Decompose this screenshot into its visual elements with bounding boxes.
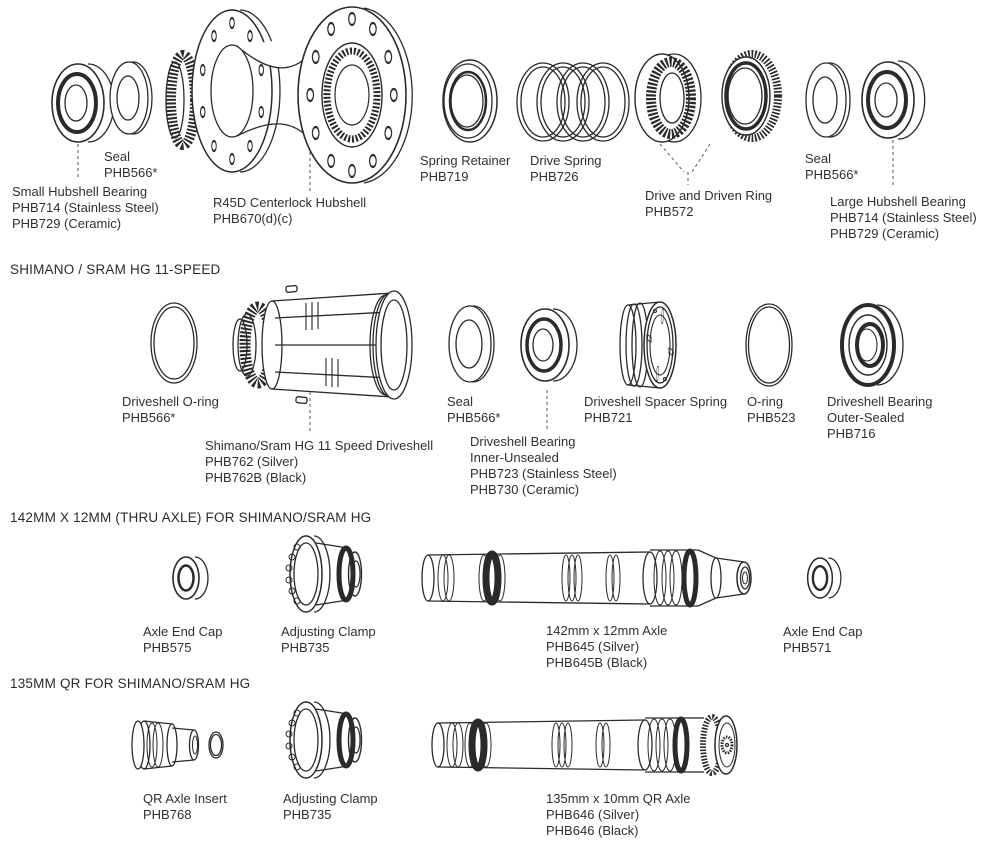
label-r45d-hubshell: R45D Centerlock Hubshell PHB670(d)(c) (213, 195, 367, 226)
label-qr-axle-insert: QR Axle Insert PHB768 (143, 791, 227, 822)
section-title-driveshell: SHIMANO / SRAM HG 11-SPEED (10, 262, 221, 277)
label-large-hubshell-bearing: Large Hubshell Bearing PHB714 (Stainless Steel) PHB729 (Ceramic) (830, 194, 977, 241)
label-qr-axle: 135mm x 10mm QR Axle PHB646 (Silver) PHB646 (Black) (546, 791, 691, 838)
label-driveshell-oring: Driveshell O-ring PHB566* (122, 394, 219, 425)
hubshell-drawing (166, 7, 412, 183)
label-bearing-inner: Driveshell Bearing Inner-Unsealed PHB723 (Stainless Steel) PHB730 (Ceramic) (470, 434, 617, 497)
qr-axle-insert-drawing (132, 721, 223, 769)
label-adjusting-clamp-2: Adjusting Clamp PHB735 (283, 791, 378, 822)
drive-spring-drawing (517, 63, 629, 141)
label-oring: O-ring PHB523 (747, 394, 796, 425)
label-axle-142: 142mm x 12mm Axle PHB645 (Silver) PHB645B (Black) (546, 623, 668, 670)
label-axle-end-cap-right: Axle End Cap PHB571 (783, 624, 863, 655)
adjusting-clamp-1-drawing (286, 536, 362, 612)
large-hubshell-bearing-drawing (862, 61, 925, 139)
drive-ring-drawing (635, 54, 701, 142)
oring-drawing (746, 304, 792, 386)
label-seal-left: Seal PHB566* (104, 149, 158, 180)
seal2-drawing (449, 306, 494, 382)
label-axle-end-cap-left: Axle End Cap PHB575 (143, 624, 223, 655)
label-spring-retainer: Spring Retainer PHB719 (420, 153, 511, 184)
label-bearing-outer: Driveshell Bearing Outer-Sealed PHB716 (827, 394, 933, 441)
label-drive-spring: Drive Spring PHB726 (530, 153, 602, 184)
small-hubshell-bearing-drawing (52, 64, 114, 142)
axle-end-cap-left-drawing (173, 557, 208, 599)
section-title-qr: 135MM QR FOR SHIMANO/SRAM HG (10, 676, 251, 691)
label-seal-right: Seal PHB566* (805, 151, 859, 182)
bearing-inner-drawing (521, 309, 577, 381)
adjusting-clamp-2-drawing (286, 702, 362, 778)
bearing-outer-drawing (842, 305, 903, 385)
label-seal-2: Seal PHB566* (447, 394, 501, 425)
label-driveshell-body: Shimano/Sram HG 11 Speed Driveshell PHB762 (Silver) PHB762B (Black) (205, 438, 434, 485)
spacer-spring-drawing (620, 302, 676, 388)
seal-left-drawing (110, 62, 152, 134)
label-small-hubshell-bearing: Small Hubshell Bearing PHB714 (Stainless Steel) PHB729 (Ceramic) (12, 184, 159, 231)
axle-end-cap-right-drawing (808, 558, 841, 598)
driveshell-oring-drawing (151, 303, 197, 383)
label-spacer-spring: Driveshell Spacer Spring PHB721 (584, 394, 728, 425)
driveshell-drawing (233, 285, 412, 403)
label-adjusting-clamp-1: Adjusting Clamp PHB735 (281, 624, 376, 655)
axle-142-drawing (422, 550, 751, 606)
section-title-thru-axle: 142MM X 12MM (THRU AXLE) FOR SHIMANO/SRAM HG (10, 510, 372, 525)
seal-right-drawing (806, 63, 850, 137)
label-drive-and-driven-ring: Drive and Driven Ring PHB572 (645, 188, 773, 219)
spring-retainer-drawing (443, 60, 497, 142)
driven-ring-drawing (722, 54, 778, 138)
qr-axle-drawing (432, 716, 737, 774)
